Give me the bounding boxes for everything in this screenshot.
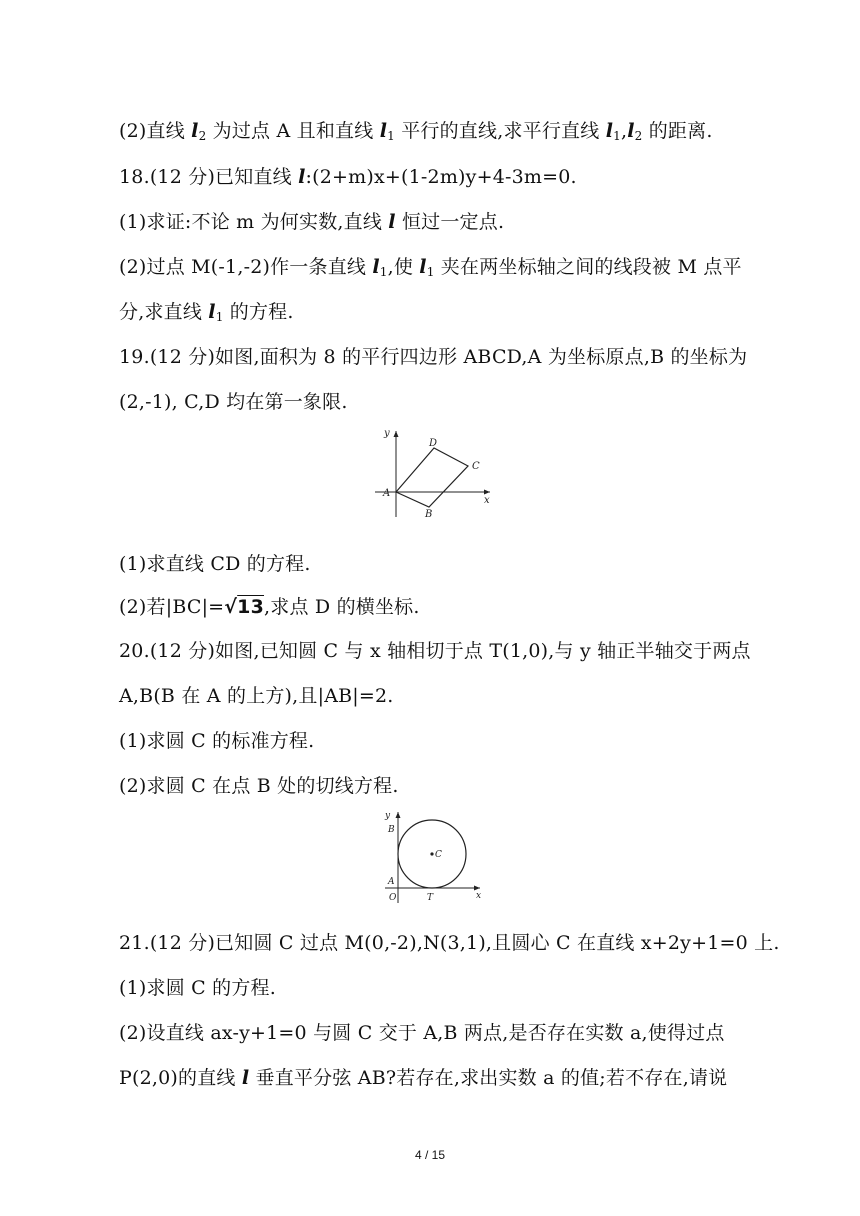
q21-stem: 21.(12 分)已知圆 C 过点 M(0,-2),N(3,1),且圆心 C 在直线 x+2y+1=0 上. xyxy=(119,932,780,954)
q19-part2: (2)若|BC|=√13,求点 D 的横坐标. xyxy=(119,596,420,618)
circle-figure xyxy=(380,808,490,908)
q19-stem: 19.(12 分)如图,面积为 8 的平行四边形 ABCD,A 为坐标原点,B 的坐标为 xyxy=(119,346,748,368)
q18-part2-cont: 分,求直线 $l_1$ 的方程. xyxy=(119,301,294,324)
fig2-label-t: T xyxy=(427,893,434,903)
q18-part2: (2)过点 M(-1,-2)作一条直线 $l_1$,使 $l_1$ 夹在两坐标轴之间的线段被 M 点平 xyxy=(119,256,742,279)
fig1-label-c: C xyxy=(472,461,480,472)
q20-part2: (2)求圆 C 在点 B 处的切线方程. xyxy=(119,775,399,797)
q20-stem: 20.(12 分)如图,已知圆 C 与 x 轴相切于点 T(1,0),与 y 轴正半轴交于两点 xyxy=(119,640,751,662)
q20-stem-cont: A,B(B 在 A 的上方),且|AB|=2. xyxy=(119,685,394,707)
x-axis-arrow xyxy=(484,490,490,495)
parallelogram-abcd xyxy=(396,448,468,507)
q17-part2: (2)直线 $l_2$ 为过点 A 且和直线 $l_1$ 平行的直线,求平行直线 $l_1,l_2$ 的距离. xyxy=(119,120,713,143)
fig1-label-a: A xyxy=(383,488,391,499)
fig2-label-o: O xyxy=(389,893,397,903)
parallelogram-figure xyxy=(370,425,500,520)
q18-stem: 18.(12 分)已知直线 l:(2+m)x+(1-2m)y+4-3m=0. xyxy=(119,166,577,188)
y-axis-arrow xyxy=(396,812,401,818)
fig1-y-label: y xyxy=(384,428,390,439)
fig1-x-label: x xyxy=(484,495,490,506)
page-number: 4 / 15 xyxy=(414,1148,446,1162)
q21-part2-cont: P(2,0)的直线 l 垂直平分弦 AB?若存在,求出实数 a 的值;若不存在,请说 xyxy=(119,1067,728,1089)
fig2-label-a: A xyxy=(388,877,395,887)
q19-part1: (1)求直线 CD 的方程. xyxy=(119,553,311,575)
q18-part1: (1)求证:不论 m 为何实数,直线 l 恒过一定点. xyxy=(119,211,505,233)
fig2-x-label: x xyxy=(476,891,482,901)
fig2-label-b: B xyxy=(388,825,395,835)
center-point xyxy=(430,852,433,855)
fig1-label-d: D xyxy=(429,438,438,449)
y-axis-arrow xyxy=(394,431,399,437)
q21-part1: (1)求圆 C 的方程. xyxy=(119,977,276,999)
x-axis-arrow xyxy=(474,886,480,891)
q19-stem-cont: (2,-1), C,D 均在第一象限. xyxy=(119,391,348,413)
fig1-label-b: B xyxy=(425,509,433,520)
fig2-label-c: C xyxy=(435,850,442,860)
q21-part2: (2)设直线 ax-y+1=0 与圆 C 交于 A,B 两点,是否存在实数 a,使得过点 xyxy=(119,1022,725,1044)
fig2-y-label: y xyxy=(385,811,391,821)
q20-part1: (1)求圆 C 的标准方程. xyxy=(119,730,315,752)
